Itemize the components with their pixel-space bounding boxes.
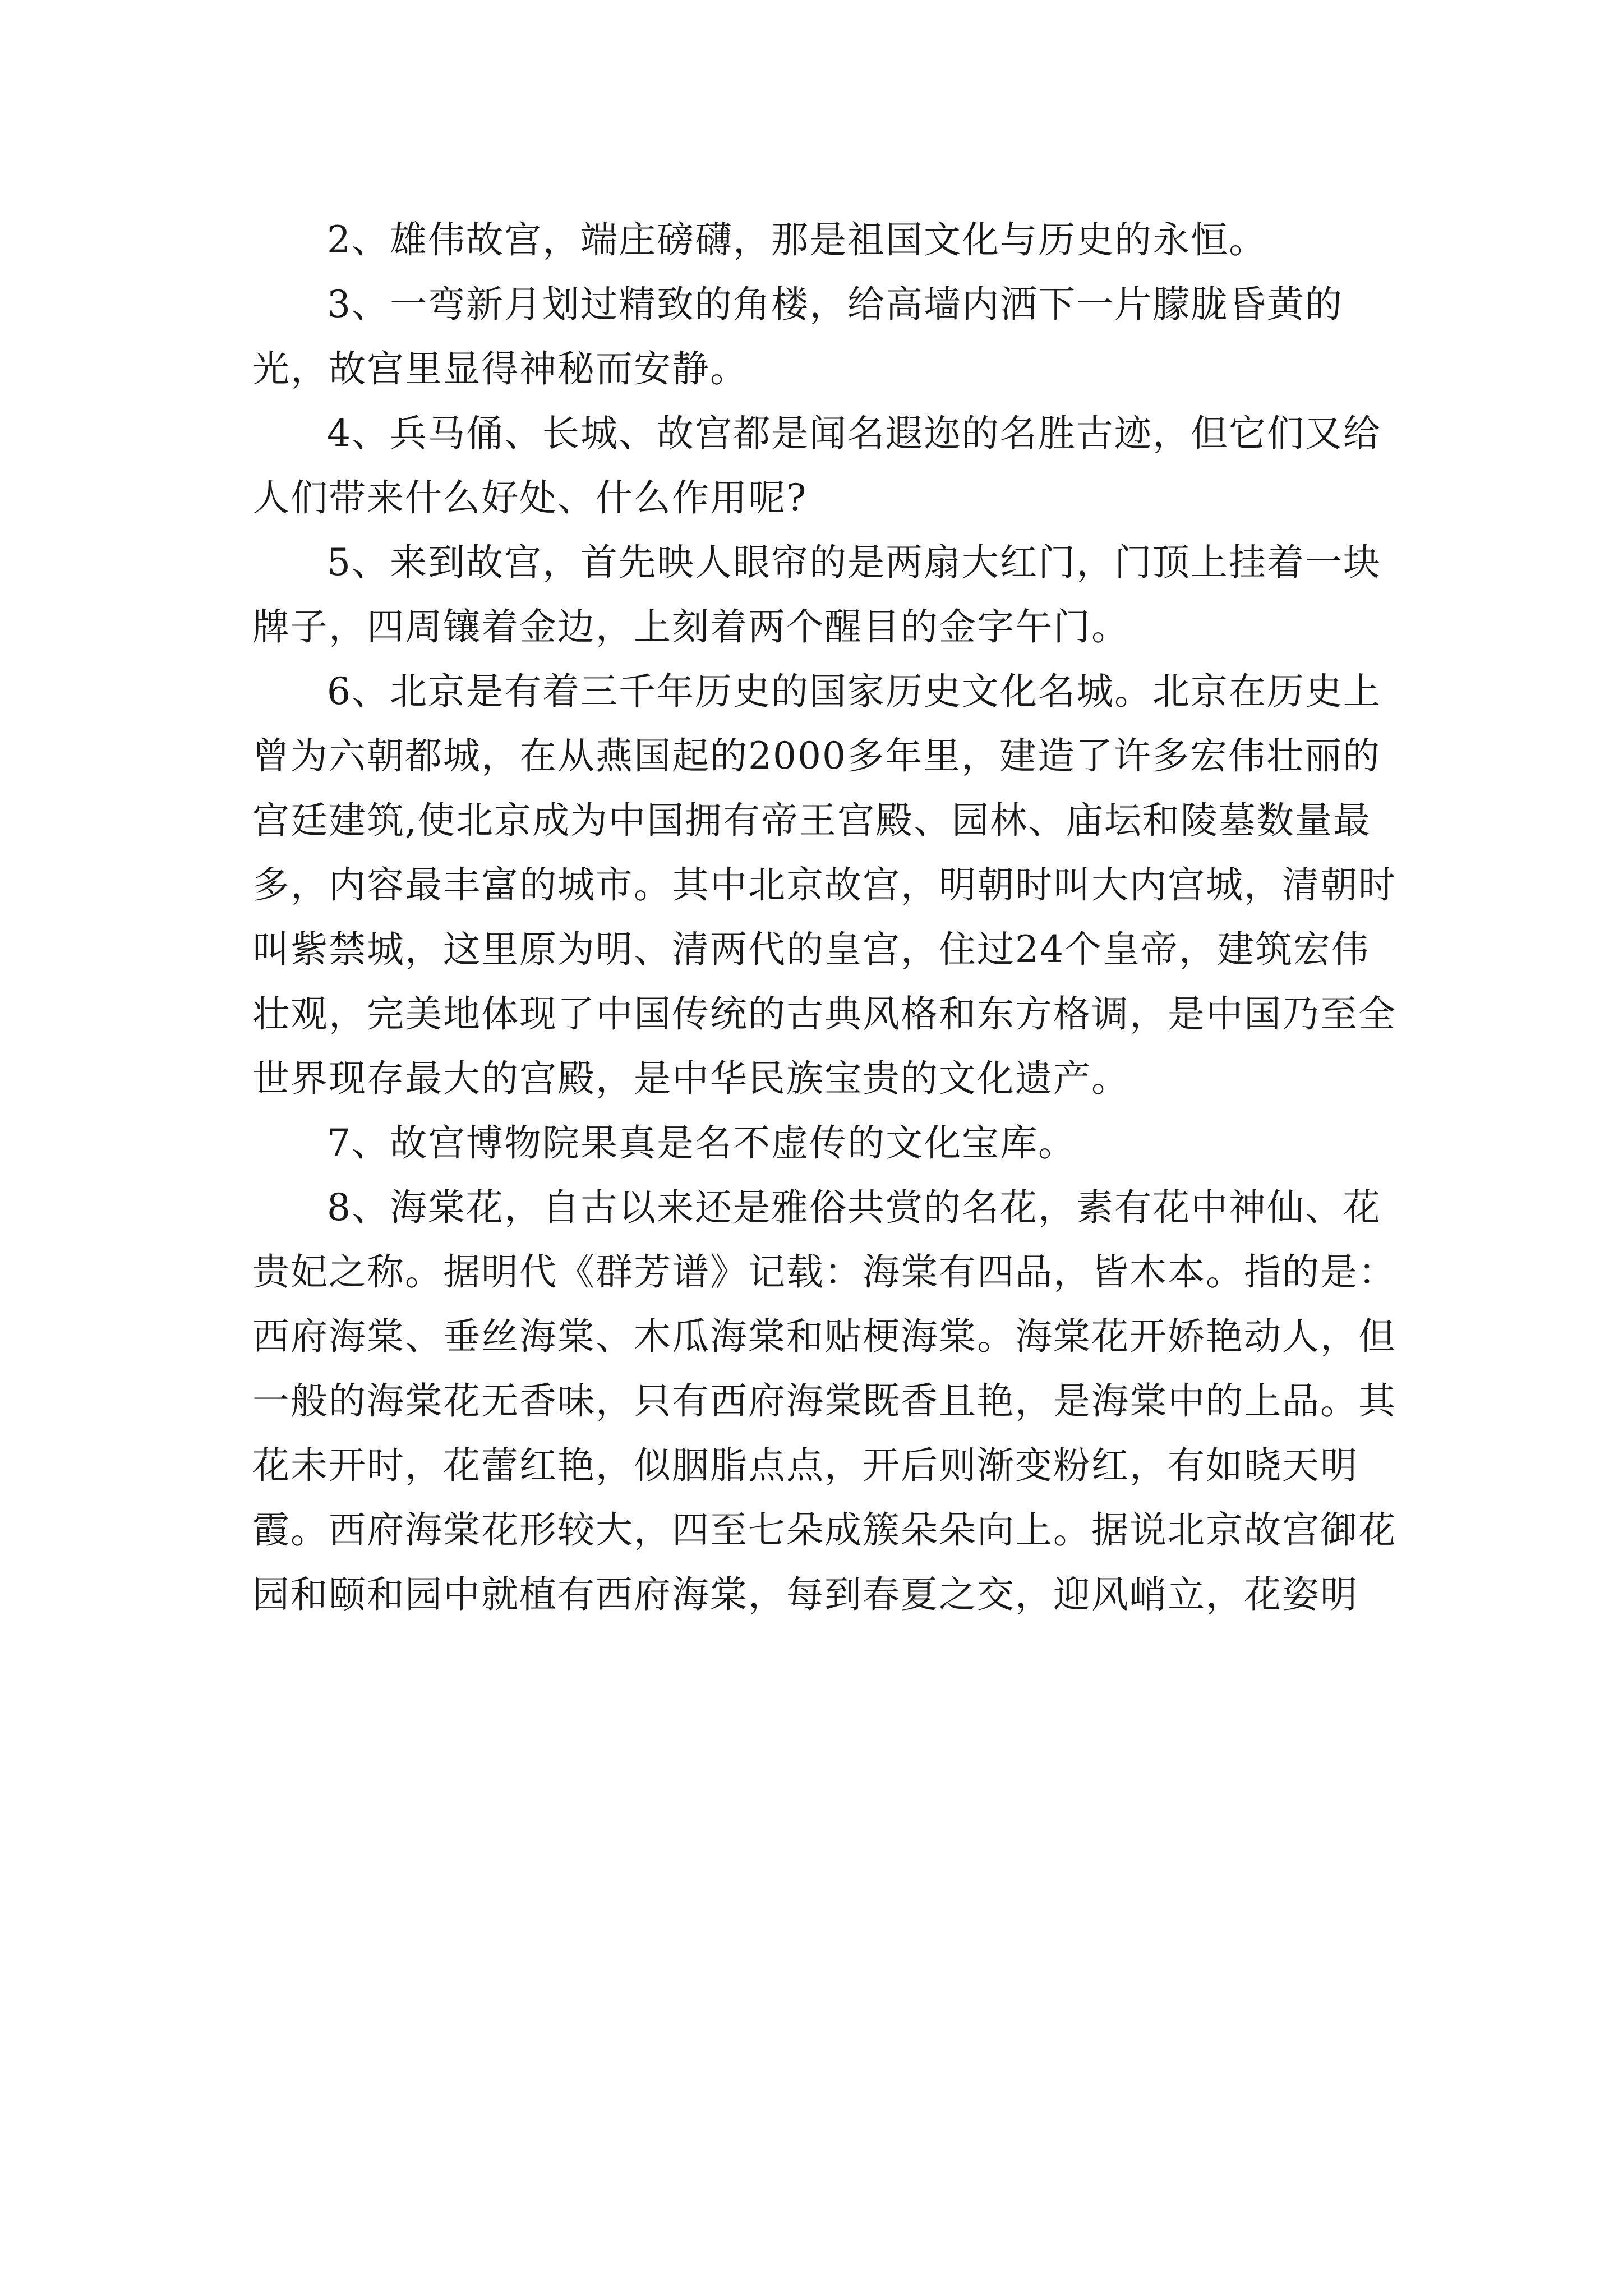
paragraph-item-6: 6、北京是有着三千年历史的国家历史文化名城。北京在历史上曾为六朝都城，在从燕国起的2000多年里，建造了许多宏伟壮丽的宫廷建筑,使北京成为中国拥有帝王宫殿、园林、庙坛和陵墓数量最多，内容最丰富的城市。其中北京故宫，明朝时叫大内宫城，清朝时叫紫禁城，这里原为明、清两代的皇宫，住过24个皇帝，建筑宏伟壮观，完美地体现了中国传统的古典风格和东方格调，是中国乃至全世界现存最大的宫殿，是中华民族宝贵的文化遗产。 <box>252 670 1396 1100</box>
paragraph-item-4: 4、兵马俑、长城、故宫都是闻名遐迩的名胜古迹，但它们又给人们带来什么好处、什么作用呢? <box>252 412 1381 519</box>
document-page <box>252 208 1396 1627</box>
paragraph-item-2: 2、雄伟故宫，端庄磅礴，那是祖国文化与历史的永恒。 <box>327 218 1267 261</box>
paragraph-item-8: 8、海棠花，自古以来还是雅俗共赏的名花，素有花中神仙、花贵妃之称。据明代《群芳谱》记载：海棠有四品，皆木本。指的是：西府海棠、垂丝海棠、木瓜海棠和贴梗海棠。海棠花开娇艳动人，但一般的海棠花无香味，只有西府海棠既香且艳，是海棠中的上品。其花未开时，花蕾红艳，似胭脂点点，开后则渐变粉红，有如晓天明霞。西府海棠花形较大，四至七朵成簇朵朵向上。据说北京故宫御花园和颐和园中就植有西府海棠，每到春夏之交，迎风峭立，花姿明 <box>252 1186 1396 1616</box>
paragraph-item-3: 3、一弯新月划过精致的角楼，给高墙内洒下一片朦胧昏黄的光，故宫里显得神秘而安静。 <box>252 283 1343 390</box>
paragraph-item-7: 7、故宫博物院果真是名不虚传的文化宝库。 <box>327 1121 1076 1165</box>
paragraph-item-5: 5、来到故宫，首先映人眼帘的是两扇大红门，门顶上挂着一块牌子，四周镶着金边，上刻着两个醒目的金字午门。 <box>252 541 1381 648</box>
